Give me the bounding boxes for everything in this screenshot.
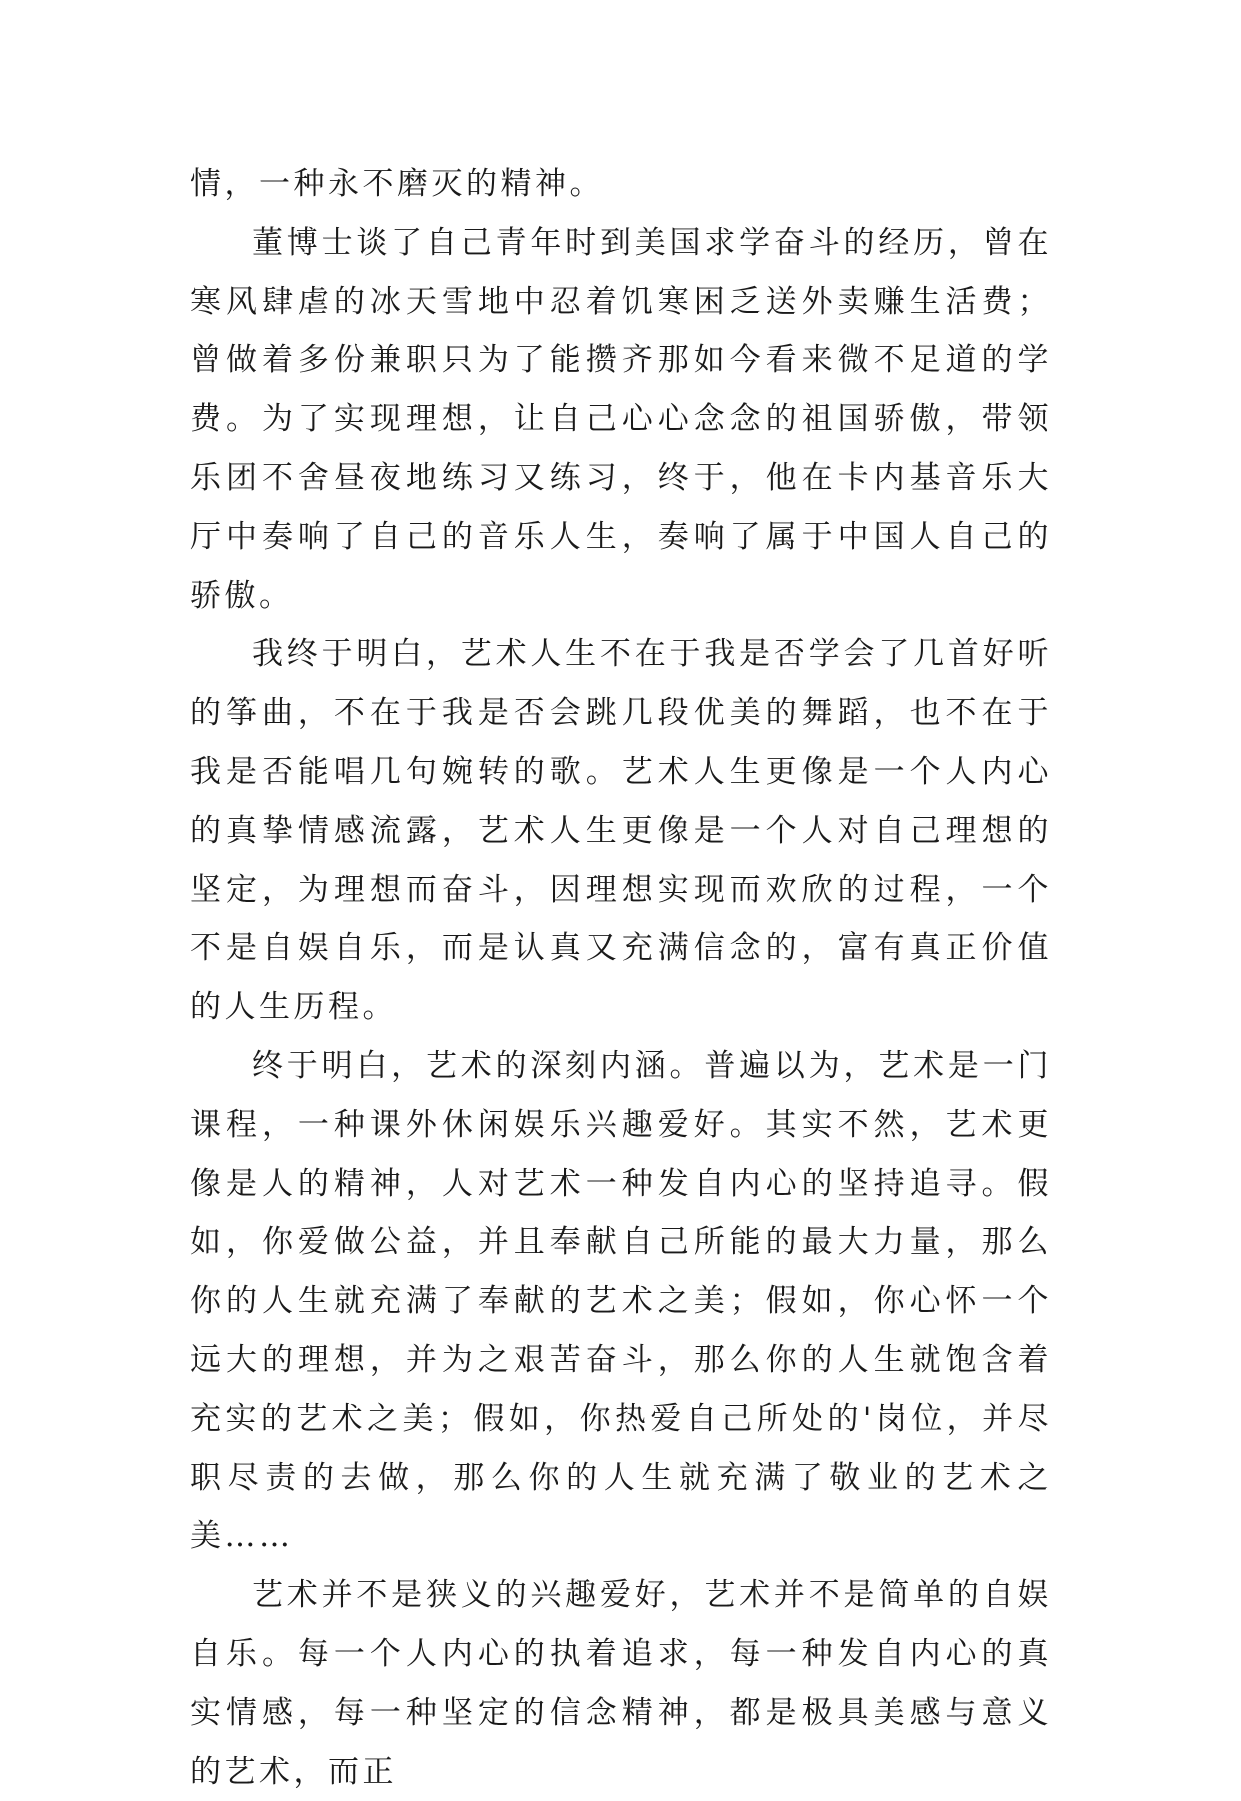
paragraph-art-not-hobby: 艺术并不是狭义的兴趣爱好，艺术并不是简单的自娱自乐。每一个人内心的执着追求，每一种发自内心的真实情感，每一种坚定的信念精神，都是极具美感与意义的艺术，而正 (190, 1577, 1052, 1790)
paragraph-dr-dong-story: 董博士谈了自己青年时到美国求学奋斗的经历，曾在寒风肆虐的冰天雪地中忍着饥寒困乏送外卖赚生活费；曾做着多份兼职只为了能攒齐那如今看来微不足道的学费。为了实现理想，让自己心心念念的祖国骄傲，带领乐团不舍昼夜地练习又练习，终于，他在卡内基音乐大厅中奏响了自己的音乐人生，奏响了属于中国人自己的骄傲。 (190, 224, 1052, 614)
paragraph-art-connotation: 终于明白，艺术的深刻内涵。普遍以为，艺术是一门课程，一种课外休闲娱乐兴趣爱好。其实不然，艺术更像是人的精神，人对艺术一种发自内心的坚持追寻。假如，你爱做公益，并且奉献自己所能的最大力量，那么你的人生就充满了奉献的艺术之美；假如，你心怀一个远大的理想，并为之艰苦奋斗，那么你的人生就饱含着充实的艺术之美；假如，你热爱自己所处的'岗位，并尽职尽责的去做，那么你的人生就充满了敬业的艺术之美…… (190, 1047, 1052, 1555)
paragraph-continuation: 情，一种永不磨灭的精神。 (190, 166, 604, 202)
paragraph-art-life-meaning: 我终于明白，艺术人生不在于我是否学会了几首好听的筝曲，不在于我是否会跳几段优美的舞蹈，也不在于我是否能唱几句婉转的歌。艺术人生更像是一个人内心的真挚情感流露，艺术人生更像是一个人对自己理想的坚定，为理想而奋斗，因理想实现而欢欣的过程，一个不是自娱自乐，而是认真又充满信念的，富有真正价值的人生历程。 (190, 636, 1052, 1026)
document-page (190, 155, 1052, 1801)
